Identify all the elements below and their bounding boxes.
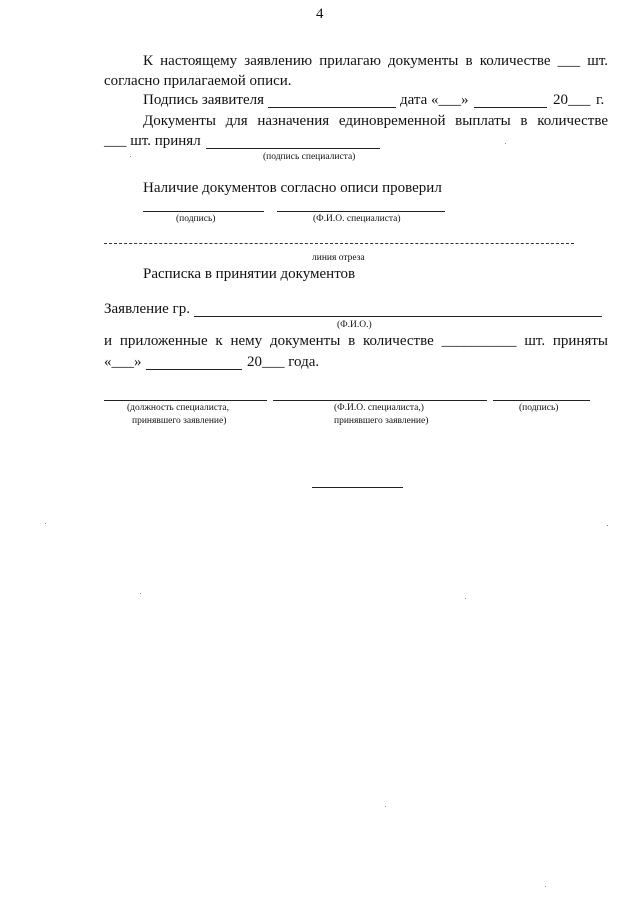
receipt-month-field[interactable]: [146, 369, 242, 370]
year-prefix: 20___: [553, 92, 591, 108]
receipt-year: 20___ года.: [247, 354, 320, 370]
caption-fio: (Ф.И.О.): [337, 320, 372, 330]
scan-speck: [140, 593, 141, 594]
caption-position-line1: (должность специалиста,: [127, 403, 229, 413]
scan-speck: [385, 806, 386, 807]
receiver-signature-field[interactable]: [493, 400, 590, 401]
scan-speck: [130, 156, 131, 157]
position-field[interactable]: [104, 400, 267, 401]
statement-label: Заявление гр.: [104, 301, 190, 317]
page-number: 4: [316, 6, 324, 22]
caption-signature: (подпись): [176, 214, 216, 224]
caption-specialist-signature: (подпись специалиста): [263, 152, 356, 162]
date-label: дата «___»: [400, 92, 469, 108]
specialist-signature-field[interactable]: [206, 148, 380, 149]
attachment-statement-line1: К настоящему заявлению прилагаю документы в количестве ___ шт.: [143, 53, 608, 69]
scan-speck: [465, 598, 466, 599]
scan-speck: [545, 886, 546, 887]
caption-fio-specialist: (Ф.И.О. специалиста): [313, 214, 401, 224]
caption-position-line2: принявшего заявление): [132, 416, 227, 426]
applicant-signature-label: Подпись заявителя: [143, 92, 265, 108]
attachment-statement-line2: согласно прилагаемой описи.: [104, 73, 292, 89]
cut-line: [104, 243, 574, 244]
scan-speck: [45, 523, 46, 524]
scan-speck: [607, 525, 608, 526]
checked-by-label: Наличие документов согласно описи проверил: [143, 180, 442, 196]
receipt-date-open: «___»: [104, 354, 142, 370]
year-suffix: г.: [596, 92, 605, 108]
end-separator: [312, 487, 403, 488]
scan-speck: [505, 143, 506, 144]
documents-accepted-line1: Документы для назначения единовременной выплаты в количестве: [143, 113, 608, 129]
attached-documents-line1: и приложенные к нему документы в количестве __________ шт. приняты: [104, 333, 608, 349]
caption-receiver-fio-line2: принявшего заявление): [334, 416, 429, 426]
receiver-fio-field[interactable]: [273, 400, 487, 401]
caption-receiver-fio-line1: (Ф.И.О. специалиста,): [334, 403, 424, 413]
cut-line-label: линия отреза: [312, 253, 365, 263]
caption-receiver-signature: (подпись): [519, 403, 559, 413]
checker-signature-field[interactable]: [143, 211, 264, 212]
receipt-title: Расписка в принятии документов: [143, 266, 356, 282]
checker-fio-field[interactable]: [277, 211, 445, 212]
applicant-fio-field[interactable]: [194, 316, 602, 317]
documents-accepted-line2: ___ шт. принял: [104, 133, 201, 149]
applicant-signature-field[interactable]: [268, 107, 396, 108]
date-month-field[interactable]: [474, 107, 547, 108]
